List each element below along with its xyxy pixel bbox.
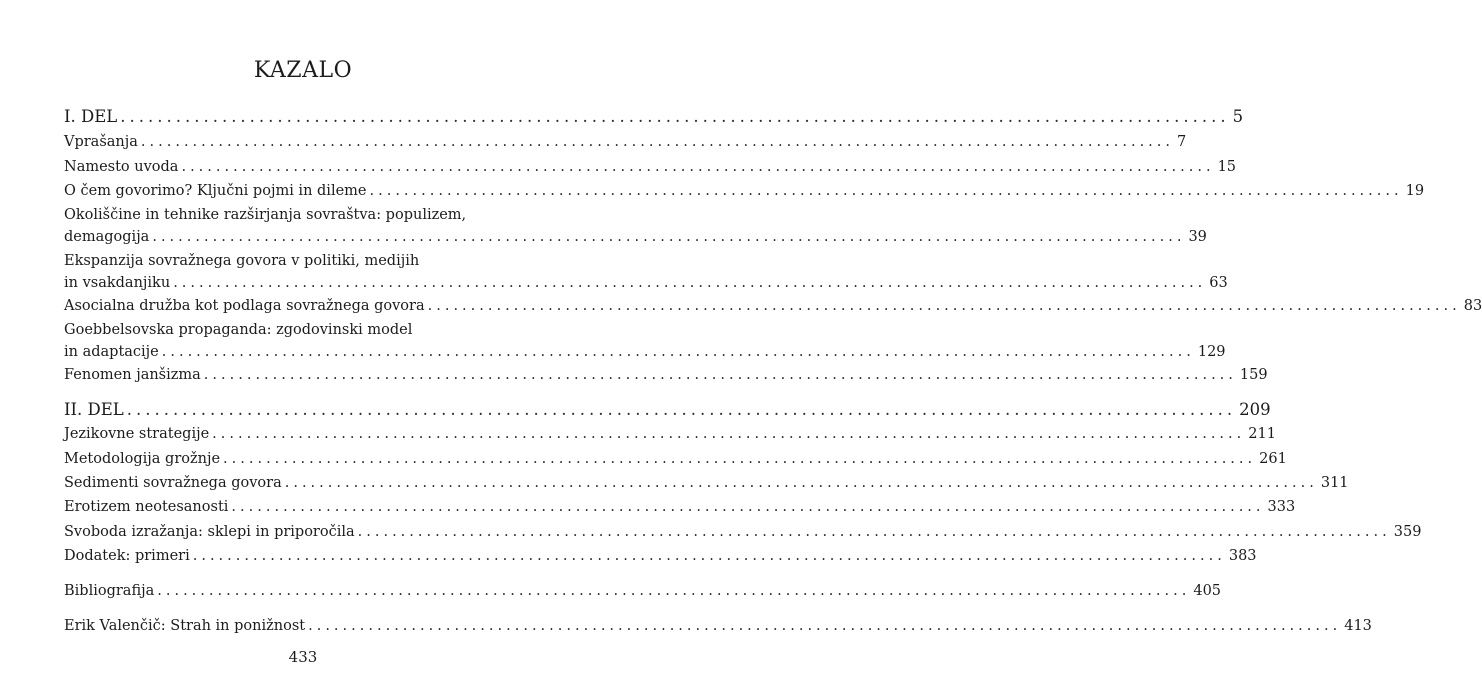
entry-title: I. DEL (64, 107, 118, 126)
entry-page: 209 (1239, 400, 1271, 419)
toc-entry (64, 295, 1482, 317)
entry-page: 405 (1193, 583, 1222, 599)
entry-page: 7 (1177, 134, 1187, 150)
toc-entry (64, 131, 1187, 153)
dot-leader: ........................................................................................................................ (126, 400, 1237, 419)
entry-title: in adaptacije (64, 344, 159, 360)
entry-page: 383 (1228, 548, 1257, 564)
dot-leader: ........................................................................................................................ (231, 499, 1265, 515)
page-number: 433 (288, 648, 318, 666)
entry-page: 359 (1393, 524, 1422, 540)
dot-leader: ........................................................................................................................ (152, 229, 1186, 245)
entry-title: Erotizem neotesanosti (64, 499, 229, 515)
entry-title: O čem govorimo? Ključni pojmi in dileme (64, 183, 367, 199)
entry-page: 311 (1320, 475, 1349, 491)
dot-leader: ........................................................................................................................ (203, 367, 1237, 383)
entry-title: II. DEL (64, 400, 124, 419)
dot-leader: ........................................................................................................................ (161, 344, 1195, 360)
toc-entry (64, 615, 1372, 637)
toc-entry (64, 364, 1268, 386)
dot-leader: ........................................................................................................................ (181, 159, 1215, 175)
entry-title-line-1: Okoliščine in tehnike razširjanja sovraštva: populizem, (64, 207, 467, 223)
toc-entry-part-2 (64, 399, 1271, 421)
entry-page: 211 (1248, 426, 1276, 442)
entry-page: 19 (1405, 183, 1425, 199)
toc-entry-part-1 (64, 106, 1244, 128)
toc-entry (64, 472, 1349, 494)
entry-page: 15 (1217, 159, 1237, 175)
entry-page: 261 (1259, 451, 1287, 467)
dot-leader: ........................................................................................................................ (140, 134, 1175, 150)
toc-entry (64, 496, 1296, 518)
entry-title: in vsakdanjiku (64, 275, 171, 291)
dot-leader: ........................................................................................................................ (120, 107, 1230, 126)
dot-leader: ........................................................................................................................ (357, 524, 1391, 540)
entry-title: Sedimenti sovražnega govora (64, 475, 282, 491)
entry-page: 39 (1188, 229, 1207, 245)
entry-title: demagogija (64, 229, 150, 245)
entry-page: 5 (1232, 107, 1244, 126)
dot-leader: ........................................................................................................................ (173, 275, 1207, 291)
dot-leader: ........................................................................................................................ (192, 548, 1226, 564)
dot-leader: ........................................................................................................................ (223, 451, 1257, 467)
dot-leader: ........................................................................................................................ (284, 475, 1318, 491)
dot-leader: ........................................................................................................................ (369, 183, 1403, 199)
dot-leader: ........................................................................................................................ (308, 618, 1342, 634)
entry-page: 63 (1209, 275, 1228, 291)
entry-page: 159 (1239, 367, 1268, 383)
entry-title: Metodologija grožnje (64, 451, 221, 467)
entry-title: Svoboda izražanja: sklepi in priporočila (64, 524, 355, 540)
entry-title: Jezikovne strategije (64, 426, 210, 442)
dot-leader: ........................................................................................................................ (427, 298, 1461, 314)
entry-page: 333 (1267, 499, 1296, 515)
entry-title: Dodatek: primeri (64, 548, 190, 564)
entry-page: 129 (1197, 344, 1226, 360)
dot-leader: ........................................................................................................................ (212, 426, 1246, 442)
entry-title: Erik Valenčič: Strah in ponižnost (64, 618, 306, 634)
entry-title: Vprašanja (64, 134, 138, 150)
page-title: KAZALO (253, 58, 353, 83)
toc-entry (64, 204, 1207, 248)
entry-title: Fenomen janšizma (64, 367, 201, 383)
toc-entry (64, 423, 1276, 445)
entry-title-line-1: Ekspanzija sovražnega govora v politiki, medijih (64, 253, 420, 269)
toc-entry (64, 180, 1425, 202)
toc-entry (64, 545, 1257, 567)
toc-entry (64, 319, 1226, 363)
dot-leader: ........................................................................................................................ (157, 583, 1191, 599)
toc-entry (64, 250, 1228, 294)
toc-entry (64, 448, 1287, 470)
entry-page: 83 (1463, 298, 1482, 314)
toc-entry (64, 580, 1222, 602)
toc-entry (64, 521, 1422, 543)
entry-title: Bibliografija (64, 583, 155, 599)
entry-title-line-1: Goebbelsovska propaganda: zgodovinski model (64, 322, 413, 338)
toc-entry (64, 156, 1237, 178)
entry-title: Asocialna družba kot podlaga sovražnega govora (64, 298, 425, 314)
entry-title: Namesto uvoda (64, 159, 179, 175)
entry-page: 413 (1344, 618, 1372, 634)
